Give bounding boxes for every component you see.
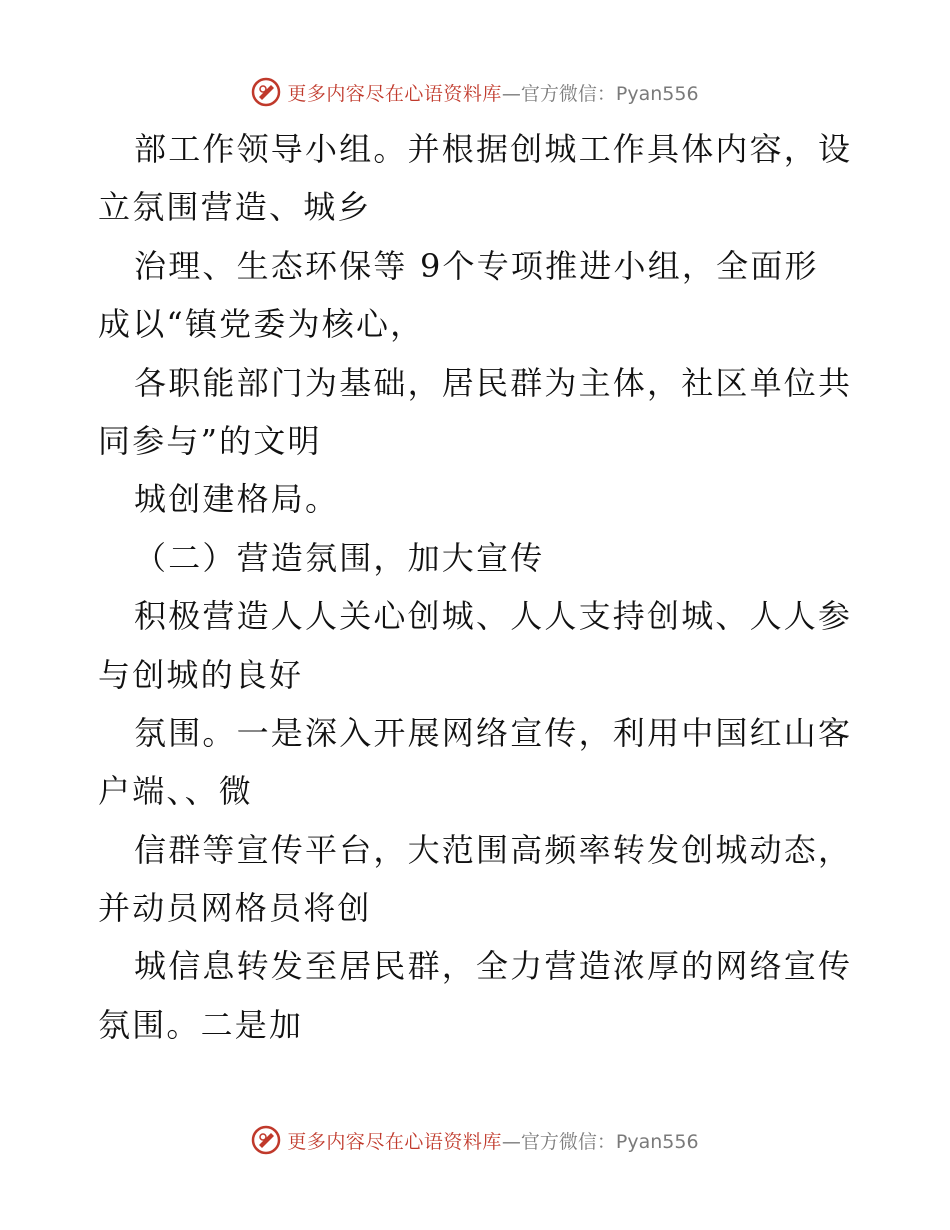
library-logo-icon <box>251 77 281 107</box>
text-line: 治理、生态环保等 9个专项推进小组，全面形 <box>134 246 819 285</box>
text-line: 氛围。二是加 <box>98 1005 304 1044</box>
text-line: 并动员网格员将创 <box>98 889 372 928</box>
library-logo-icon <box>251 1125 281 1155</box>
text-line: 信群等宣传平台，大范围高频率转发创城动态， <box>134 830 853 869</box>
text-line: 同参与”的文明 <box>98 421 322 460</box>
footer-banner <box>0 1120 950 1160</box>
text-line: 与创城的良好 <box>98 655 304 694</box>
text-line: 成以“镇党委为核心， <box>98 305 425 344</box>
text-line: 户端、、微 <box>98 772 254 811</box>
text-line: 城信息转发至居民群，全力营造浓厚的网络宣传 <box>134 947 853 986</box>
text-line: 城创建格局。 <box>134 480 340 519</box>
document-body <box>98 120 858 1054</box>
footer-contact-text: —官方微信：Pyan556 <box>501 1130 699 1153</box>
text-line: 立氛围营造、城乡 <box>98 188 372 227</box>
footer-site-text: 更多内容尽在心语资料库 <box>287 1130 502 1153</box>
header-site-text: 更多内容尽在心语资料库 <box>287 82 502 105</box>
text-line: 积极营造人人关心创城、人人支持创城、人人参 <box>134 597 853 636</box>
text-line: 各职能部门为基础，居民群为主体，社区单位共 <box>134 363 853 402</box>
section-heading: （二）营造氛围，加大宣传 <box>134 538 545 577</box>
text-line: 氛围。一是深入开展网络宣传，利用中国红山客 <box>134 713 853 752</box>
header-banner <box>0 72 950 112</box>
header-contact-text: —官方微信：Pyan556 <box>501 82 699 105</box>
text-line: 部工作领导小组。并根据创城工作具体内容，设 <box>134 130 853 168</box>
